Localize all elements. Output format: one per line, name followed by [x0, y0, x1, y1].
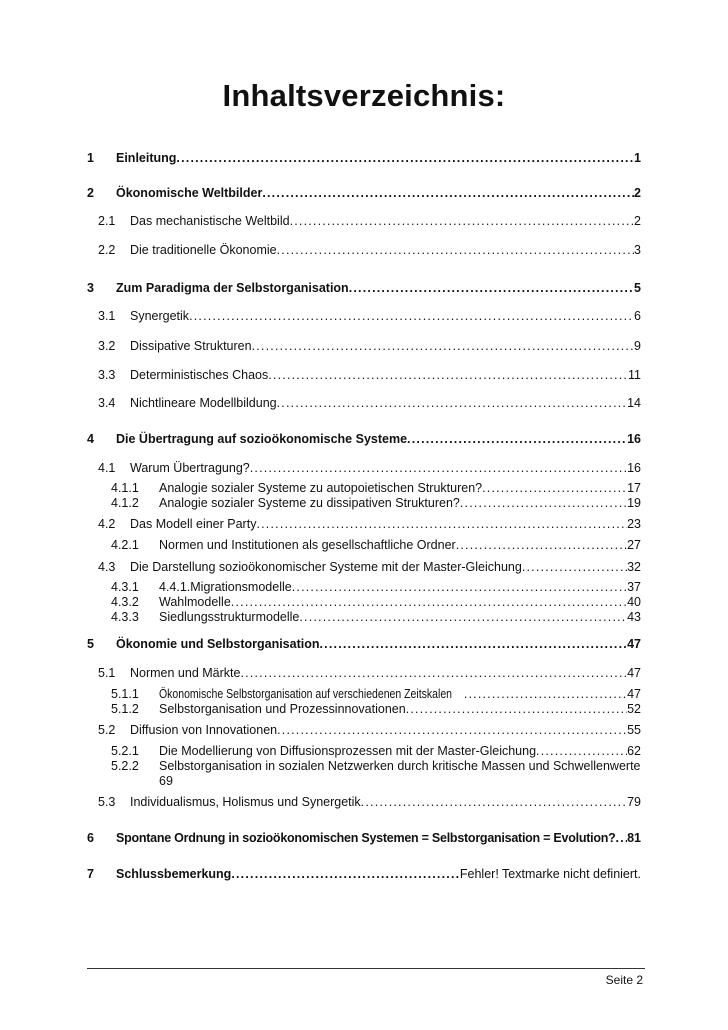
toc-page: 17 — [627, 481, 641, 495]
toc-page: 40 — [627, 595, 641, 609]
toc-number: 7 — [87, 867, 94, 881]
toc-number: 5.2.2 — [111, 759, 139, 773]
toc-number: 3.1 — [98, 309, 116, 323]
toc-number: 5.2 — [98, 723, 116, 737]
toc-leader — [277, 243, 634, 258]
toc-number: 2.2 — [98, 243, 116, 257]
toc-page: 2 — [634, 214, 641, 228]
toc-label: Normen und Institutionen als gesellschaftliche Ordner — [159, 538, 456, 552]
toc-leader — [482, 481, 627, 496]
toc-label: Das mechanistische Weltbild — [130, 214, 290, 228]
toc-page: 55 — [627, 723, 641, 737]
toc-entry-5-1-1[interactable] — [111, 687, 641, 702]
toc-number: 4.1.1 — [111, 481, 139, 495]
toc-label: Nichtlineare Modellbildung — [130, 396, 277, 410]
toc-number: 3.2 — [98, 339, 116, 353]
toc-entry-5-3[interactable] — [98, 795, 641, 810]
toc-page: 52 — [627, 702, 641, 716]
toc-leader — [292, 580, 627, 595]
toc-leader — [349, 281, 634, 296]
toc-entry-4-3[interactable] — [98, 560, 641, 575]
toc-leader — [616, 831, 628, 846]
toc-leader — [231, 867, 460, 882]
toc-entry-2-1[interactable] — [98, 214, 641, 229]
toc-label: Normen und Märkte — [130, 666, 241, 680]
toc-entry-4-1-1[interactable] — [111, 481, 641, 496]
toc-page: 27 — [627, 538, 641, 552]
toc-leader — [536, 744, 627, 759]
toc-page: 79 — [627, 795, 641, 809]
toc-leader — [361, 795, 627, 810]
toc-page: 32 — [627, 560, 641, 574]
toc-number: 4.3 — [98, 560, 116, 574]
toc-entry-4-1[interactable] — [98, 461, 641, 476]
toc-page: 23 — [627, 517, 641, 531]
toc-label: Zum Paradigma der Selbstorganisation — [116, 281, 349, 295]
toc-page: 37 — [627, 580, 641, 594]
toc-page: 16 — [627, 432, 641, 446]
toc-entry-4-2[interactable] — [98, 517, 641, 532]
toc-page: 19 — [627, 496, 641, 510]
toc-entry-5[interactable] — [87, 637, 641, 652]
toc-entry-4-3-1[interactable] — [111, 580, 641, 595]
toc-number: 5 — [87, 637, 94, 651]
toc-leader — [456, 538, 627, 553]
toc-page: 16 — [627, 461, 641, 475]
toc-entry-3-2[interactable] — [98, 339, 641, 354]
toc-leader — [320, 637, 628, 652]
toc-leader — [262, 186, 634, 201]
toc-number: 5.1.1 — [111, 687, 139, 701]
toc-leader — [231, 595, 627, 610]
toc-label: 4.4.1.Migrationsmodelle — [159, 580, 292, 594]
toc-number: 3.3 — [98, 368, 116, 382]
toc-number: 5.3 — [98, 795, 116, 809]
toc-number: 2 — [87, 186, 94, 200]
toc-entry-3[interactable] — [87, 281, 641, 296]
toc-label: Individualismus, Holismus und Synergetik — [130, 795, 361, 809]
toc-number: 4 — [87, 432, 94, 446]
toc-leader — [277, 723, 627, 738]
toc-entry-2[interactable] — [87, 186, 641, 201]
toc-entry-3-1[interactable] — [98, 309, 641, 324]
toc-label: Dissipative Strukturen — [130, 339, 252, 353]
toc-entry-6[interactable] — [87, 831, 641, 846]
toc-leader — [407, 432, 627, 447]
toc-label: Ökonomische Selbstorganisation auf verschiedenen Zeitskalen — [159, 687, 453, 701]
toc-label: Einleitung — [116, 151, 177, 165]
toc-page: 69 — [159, 774, 173, 788]
toc-page: 81 — [627, 831, 641, 845]
toc-entry-1[interactable] — [87, 151, 641, 166]
toc-entry-5-1[interactable] — [98, 666, 641, 681]
toc-label: Warum Übertragung? — [130, 461, 250, 475]
toc-label: Das Modell einer Party — [130, 517, 257, 531]
toc-leader — [250, 461, 627, 476]
toc-leader — [252, 339, 634, 354]
toc-label: Selbstorganisation und Prozessinnovationen — [159, 702, 406, 716]
toc-entry-4-1-2[interactable] — [111, 496, 641, 511]
toc-leader — [277, 396, 627, 411]
toc-number: 4.2.1 — [111, 538, 139, 552]
toc-page: 6 — [634, 309, 641, 323]
toc-leader — [240, 666, 627, 681]
toc-leader — [176, 151, 634, 166]
toc-number: 2.1 — [98, 214, 116, 228]
toc-entry-7[interactable] — [87, 867, 641, 882]
toc-page: 9 — [634, 339, 641, 353]
toc-entry-4-3-2[interactable] — [111, 595, 641, 610]
toc-label: Wahlmodelle — [159, 595, 231, 609]
toc-number: 4.2 — [98, 517, 116, 531]
footer-divider — [87, 968, 645, 969]
toc-label: Spontane Ordnung in sozioökonomischen Systemen = Selbstorganisation = Evolution? — [116, 831, 616, 845]
toc-number: 1 — [87, 151, 94, 165]
toc-number: 5.1 — [98, 666, 116, 680]
page-title: Inhaltsverzeichnis: — [222, 78, 506, 113]
toc-leader — [299, 610, 627, 625]
toc-entry-5-2-1[interactable] — [111, 744, 641, 759]
toc-label: Die traditionelle Ökonomie — [130, 243, 277, 257]
toc-page: 14 — [627, 396, 641, 410]
toc-number: 5.1.2 — [111, 702, 139, 716]
toc-page: 43 — [627, 610, 641, 624]
toc-number: 3.4 — [98, 396, 116, 410]
toc-leader — [522, 560, 627, 575]
toc-label: Analogie sozialer Systeme zu dissipativen Strukturen? — [159, 496, 460, 510]
toc-label: Siedlungsstrukturmodelle — [159, 610, 300, 624]
toc-entry-4-3-3[interactable] — [111, 610, 641, 625]
footer-page-number: Seite 2 — [605, 973, 643, 987]
toc-entry-4-2-1[interactable] — [111, 538, 641, 553]
toc-leader — [290, 214, 634, 229]
toc-label: Schlussbemerkung — [116, 867, 232, 881]
toc-leader — [406, 702, 627, 717]
toc-number: 4.1 — [98, 461, 116, 475]
toc-number: 3 — [87, 281, 94, 295]
toc-number: 4.3.1 — [111, 580, 139, 594]
toc-page: 3 — [634, 243, 641, 257]
toc-label: Die Übertragung auf sozioökonomische Systeme — [116, 432, 408, 446]
toc-number: 4.3.2 — [111, 595, 139, 609]
toc-entry-4[interactable] — [87, 432, 641, 447]
toc-page: Fehler! Textmarke nicht definiert. — [459, 867, 641, 881]
toc-page: 47 — [627, 666, 641, 680]
toc-entry-5-2-2[interactable] — [111, 759, 641, 774]
toc-leader — [189, 309, 634, 324]
toc-label: Analogie sozialer Systeme zu autopoietischen Strukturen? — [159, 481, 483, 495]
toc-number: 5.2.1 — [111, 744, 139, 758]
toc-label: Deterministisches Chaos — [130, 368, 269, 382]
toc-label: Die Darstellung sozioökonomischer Systeme mit der Master-Gleichung — [130, 560, 522, 574]
toc-entry-2-2[interactable] — [98, 243, 641, 258]
toc-number: 4.3.3 — [111, 610, 139, 624]
toc-page: 47 — [627, 637, 641, 651]
toc-leader — [464, 687, 627, 702]
toc-page: 11 — [628, 368, 641, 382]
toc-label: Diffusion von Innovationen — [130, 723, 278, 737]
toc-page: 5 — [634, 281, 641, 295]
toc-entry-3-4[interactable] — [98, 396, 641, 411]
toc-label: Selbstorganisation in sozialen Netzwerken durch kritische Massen und Schwellenwerte — [159, 759, 641, 773]
toc-page: 47 — [627, 687, 641, 701]
toc-label: Ökonomische Weltbilder — [116, 186, 263, 200]
toc-label: Ökonomie und Selbstorganisation — [116, 637, 320, 651]
toc-leader — [256, 517, 627, 532]
toc-leader — [460, 496, 627, 511]
toc-label: Die Modellierung von Diffusionsprozessen mit der Master-Gleichung — [159, 744, 537, 758]
toc-page: 1 — [634, 151, 641, 165]
toc-entry-5-2[interactable] — [98, 723, 641, 738]
toc-page: 62 — [627, 744, 641, 758]
toc-page: 2 — [634, 186, 641, 200]
toc-leader — [268, 368, 628, 383]
toc-entry-5-1-2[interactable] — [111, 702, 641, 717]
toc-entry-3-3[interactable] — [98, 368, 641, 383]
toc-number: 4.1.2 — [111, 496, 139, 510]
toc-label: Synergetik — [130, 309, 190, 323]
toc-number: 6 — [87, 831, 94, 845]
